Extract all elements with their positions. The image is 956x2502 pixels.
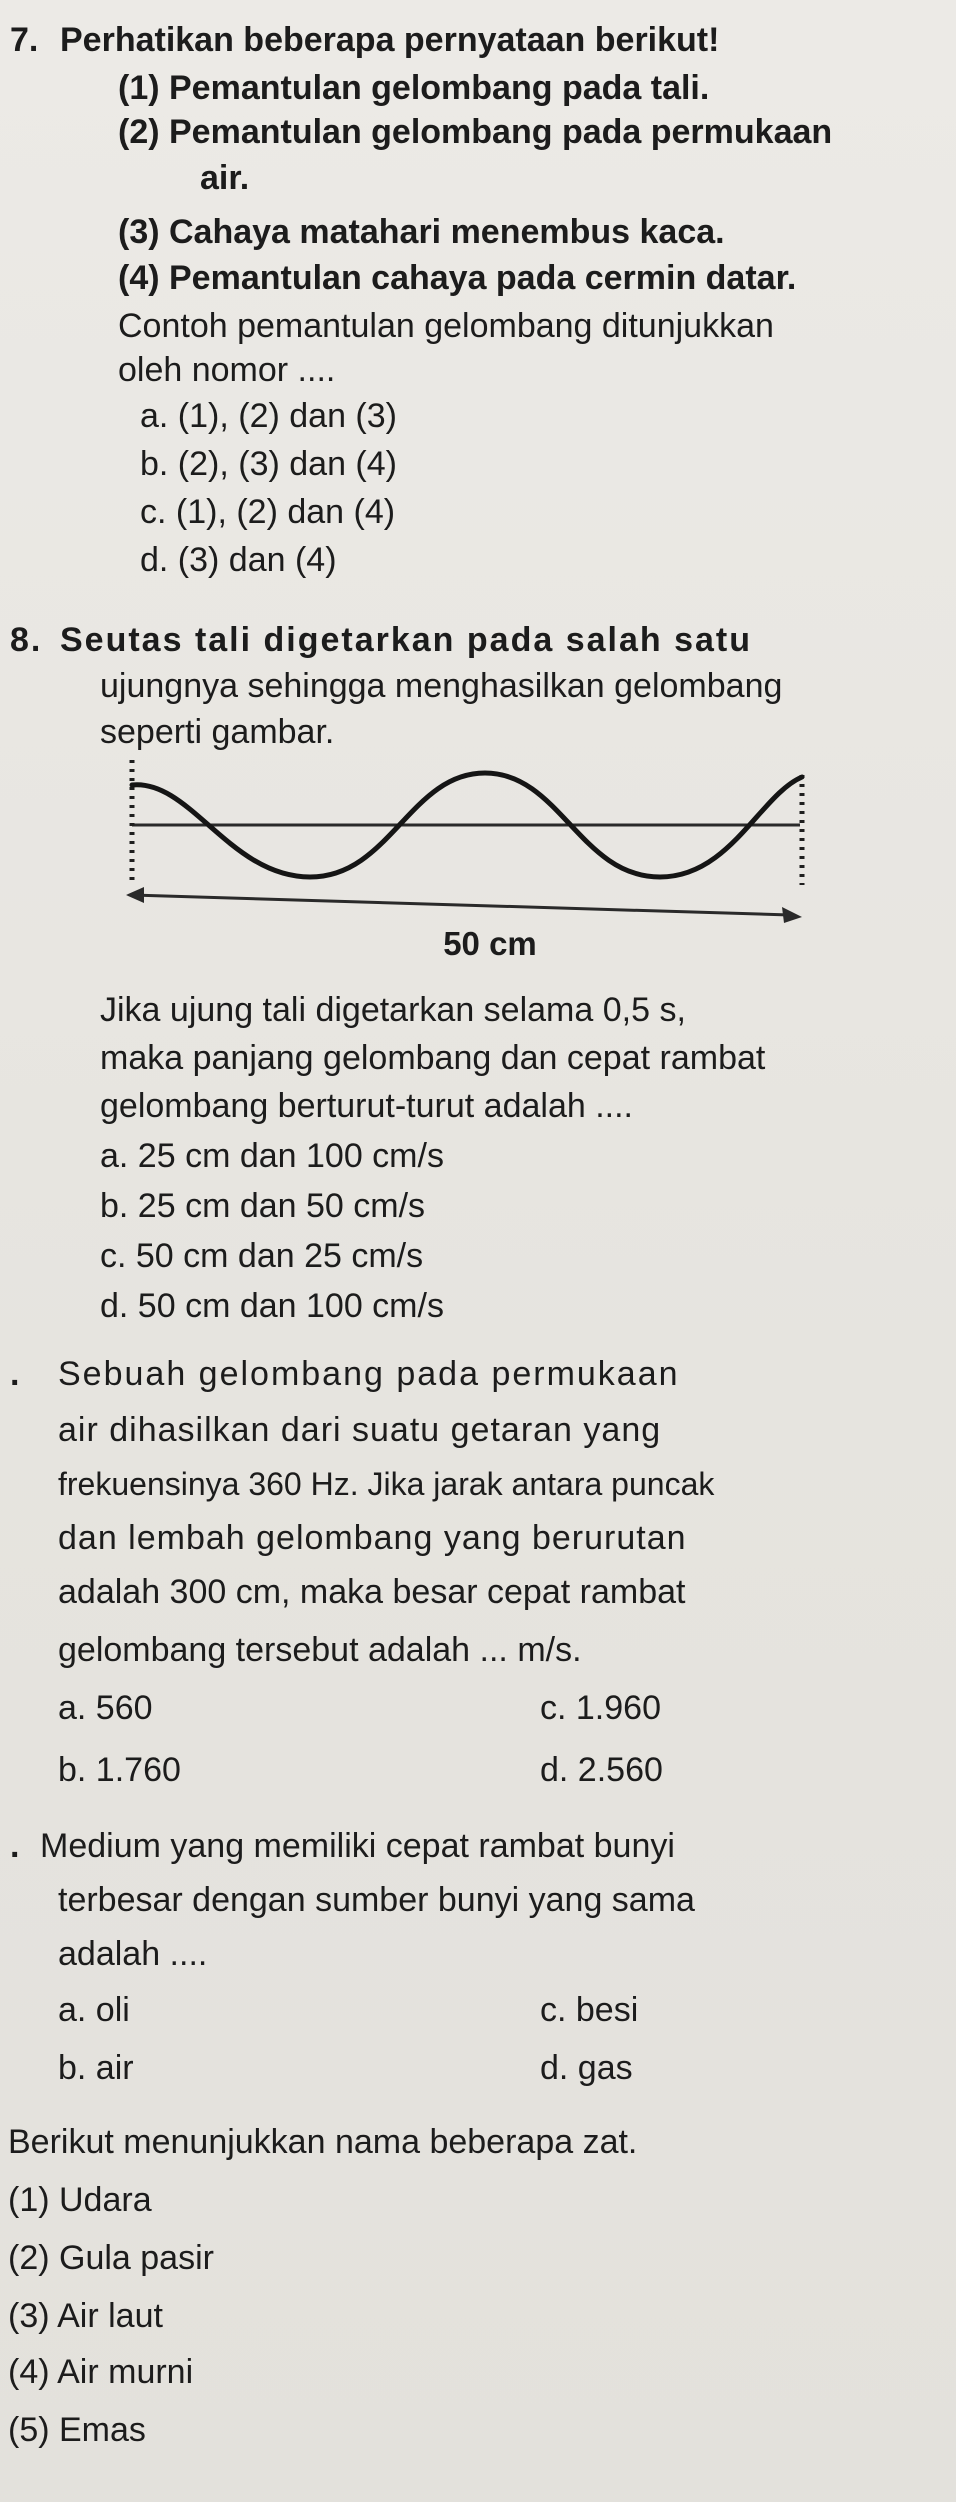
q9-stem-line-6: gelombang tersebut adalah ... m/s. [58,1631,582,1669]
q8-option-b[interactable]: b. 25 cm dan 50 cm/s [100,1187,426,1225]
q7-number: 7. [10,21,39,59]
q7-question-line-2: oleh nomor .... [118,351,336,389]
q8-option-d[interactable]: d. 50 cm dan 100 cm/s [100,1287,444,1325]
q11-item-1: (1) Udara [8,2181,152,2219]
q8-stem-line-2: ujungnya sehingga menghasilkan gelombang [100,667,783,705]
q7-question-line-1: Contoh pemantulan gelombang ditunjukkan [118,307,774,345]
q9-option-c[interactable]: c. 1.960 [540,1689,661,1727]
q8-question-line-2: maka panjang gelombang dan cepat rambat [100,1039,766,1077]
dimension-line [132,895,790,915]
q8-question-line-3: gelombang berturut-turut adalah .... [100,1087,633,1125]
q7-statement-4: (4) Pemantulan cahaya pada cermin datar. [118,259,797,297]
q9-option-a[interactable]: a. 560 [58,1689,153,1727]
q8-question-line-1: Jika ujung tali digetarkan selama 0,5 s, [100,991,686,1029]
q9-stem-line-4: dan lembah gelombang yang berurutan [58,1519,687,1557]
q10-option-a[interactable]: a. oli [58,1991,130,2029]
q8-option-a[interactable]: a. 25 cm dan 100 cm/s [100,1137,444,1175]
q11-stem: Berikut menunjukkan nama beberapa zat. [8,2123,638,2161]
q11-item-3: (3) Air laut [8,2297,163,2335]
q10-stem-line-2: terbesar dengan sumber bunyi yang sama [58,1881,695,1919]
q10-option-d[interactable]: d. gas [540,2049,633,2087]
q9-stem-line-1: Sebuah gelombang pada permukaan [58,1355,680,1393]
q9-stem-line-2: air dihasilkan dari suatu getaran yang [58,1411,662,1449]
wave-figure [120,755,810,960]
q10-stem-line-3: adalah .... [58,1935,208,1973]
q7-option-a[interactable]: a. (1), (2) dan (3) [140,397,397,435]
dimension-arrowhead [782,907,802,923]
q9-stem-line-3: frekuensinya 360 Hz. Jika jarak antara puncak [58,1466,715,1502]
q7-statement-1: (1) Pemantulan gelombang pada tali. [118,69,710,107]
q11-item-2: (2) Gula pasir [8,2239,214,2277]
q10-option-b[interactable]: b. air [58,2049,134,2087]
q9-stem-line-5: adalah 300 cm, maka besar cepat rambat [58,1573,686,1611]
dimension-arrowhead-left [126,887,144,903]
q11-item-4: (4) Air murni [8,2353,194,2391]
q10-stem-line-1: Medium yang memiliki cepat rambat bunyi [40,1827,675,1865]
q8-number: 8. [10,621,43,659]
q9-option-d[interactable]: d. 2.560 [540,1751,663,1789]
q7-statement-2-cont: air. [200,159,250,197]
q7-statement-2: (2) Pemantulan gelombang pada permukaan [118,113,833,151]
wave-length-label: 50 cm [443,925,537,960]
q10-number: . [10,1827,20,1865]
q7-option-b[interactable]: b. (2), (3) dan (4) [140,445,397,483]
q10-option-c[interactable]: c. besi [540,1991,639,2029]
q7-option-c[interactable]: c. (1), (2) dan (4) [140,493,396,531]
q9-option-b[interactable]: b. 1.760 [58,1751,181,1789]
q9-number: . [10,1355,20,1393]
q11-item-5: (5) Emas [8,2411,146,2449]
q8-stem-line-3: seperti gambar. [100,713,335,751]
q7-stem: Perhatikan beberapa pernyataan berikut! [60,21,720,59]
q8-stem-line-1: Seutas tali digetarkan pada salah satu [60,621,753,659]
q8-option-c[interactable]: c. 50 cm dan 25 cm/s [100,1237,424,1275]
q7-option-d[interactable]: d. (3) dan (4) [140,541,337,579]
q7-statement-3: (3) Cahaya matahari menembus kaca. [118,213,725,251]
